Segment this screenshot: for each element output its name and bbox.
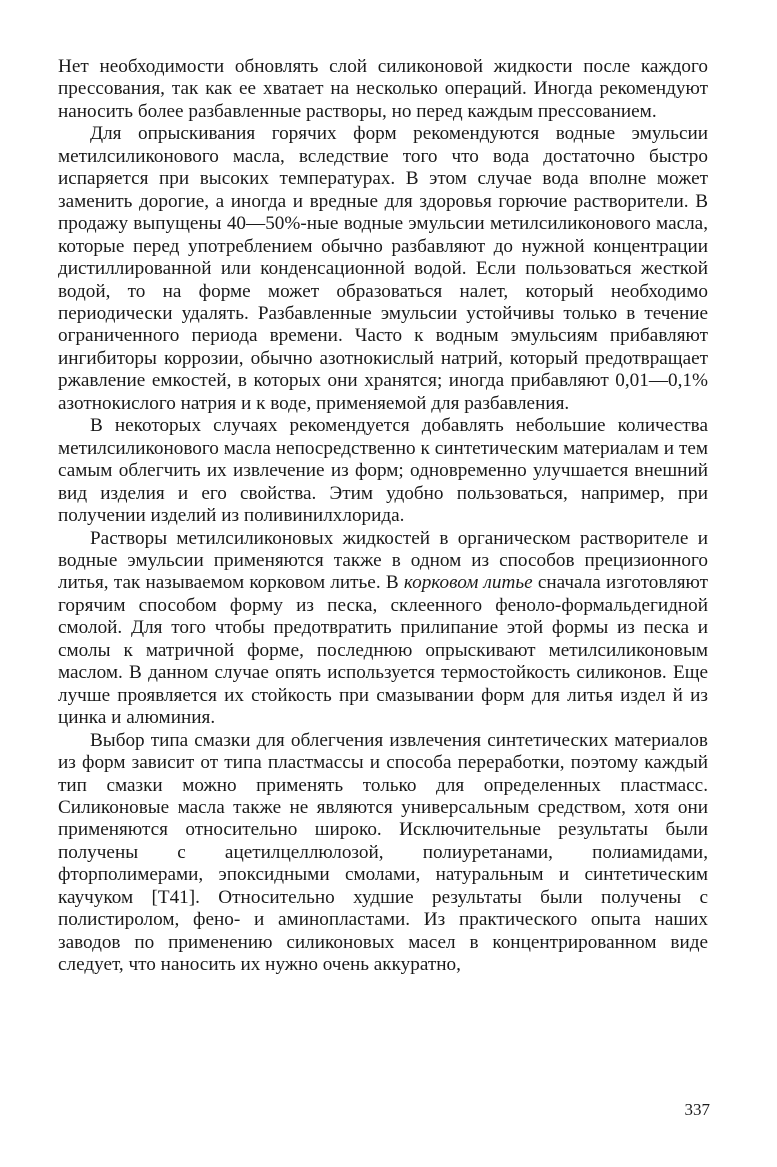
paragraph-3: В некоторых случаях рекомендуется добавлять небольшие количества метилсиликонового масла непосредственно к синтетическим материалам и тем самым облегчить их извлечение из форм; одновременно улучшается внешний вид изделия и его свойства. Этим удобно пользоваться, например, при получении изделий из поливинилхлорида. (58, 415, 708, 527)
paragraph-1: Нет необходимости обновлять слой силиконовой жидкости после каждого прессования, так как ее хватает на несколько операций. Иногда рекомендуют наносить более разбавленные растворы, но перед каждым прессованием. (58, 56, 708, 122)
paragraph-4-text-before: Растворы метилсиликоновых жидкостей в органическом растворителе и водные эмульсии применяются также в одном из способов прецизионного литья, так называемом корковом литье. В (58, 527, 708, 594)
paragraph-2: Для опрыскивания горячих форм рекомендуются водные эмульсии метилсиликонового масла, вследствие того что вода достаточно быстро испаряется при высоких температурах. В этом случае вода вполне может заменить дорогие, а иногда и вредные для здоровья горючие растворители. В продажу выпущены 40—50%-ные водные эмульсии метилсиликонового масла, которые перед употреблением обычно разбавляют до нужной концентрации дистиллированной или конденсационной водой. Если пользоваться жесткой водой, то на форме может образоваться налет, который необходимо периодически удалять. Разбавленные эмульсии устойчивы только в течение ограниченного периода времени. Часто к водным эмульсиям прибавляют ингибиторы коррозии, обычно азотнокислый натрий, который предотвращает ржавление емкостей, в которых они хранятся; иногда прибавляют 0,01—0,1% азотнокислого натрия и к воде, применяемой для разбавления. (58, 123, 708, 414)
paragraph-5: Выбор типа смазки для облегчения извлечения синтетических материалов из форм зависит от типа пластмассы и способа переработки, поэтому каждый тип смазки можно применять только для определенных пластмасс. Силиконовые масла также не являются универсальным средством, хотя они применяются относительно широко. Исключительные результаты были получены с ацетилцеллюлозой, полиуретанами, полиамидами, фторполимерами, эпоксидными смолами, натуральным и синтетическим каучуком [Т41]. Относительно худшие результаты были получены с полистиролом, фено- и аминопластами. Из практического опыта наших заводов по применению силиконовых масел в концентрированном виде следует, что наносить их нужно очень аккуратно, (58, 729, 708, 976)
paragraph-4 (58, 528, 708, 730)
paragraph-4-text-after: сначала изготовляют горячим способом форму из песка, склеенного феноло-формальдегидной смолой. Для того чтобы предотвратить прилипание этой формы из песка и смолы к матричной форме, последнюю опрыскивают метилсиликоновым маслом. В данном случае опять используется термостойкость силиконов. Еще лучше проявляется их стойкость при смазывании форм для литья издел й из цинка и алюминия. (58, 572, 708, 729)
italic-term: корковом литье (403, 572, 533, 594)
page-body (58, 56, 708, 977)
page-number: 337 (684, 1100, 710, 1119)
